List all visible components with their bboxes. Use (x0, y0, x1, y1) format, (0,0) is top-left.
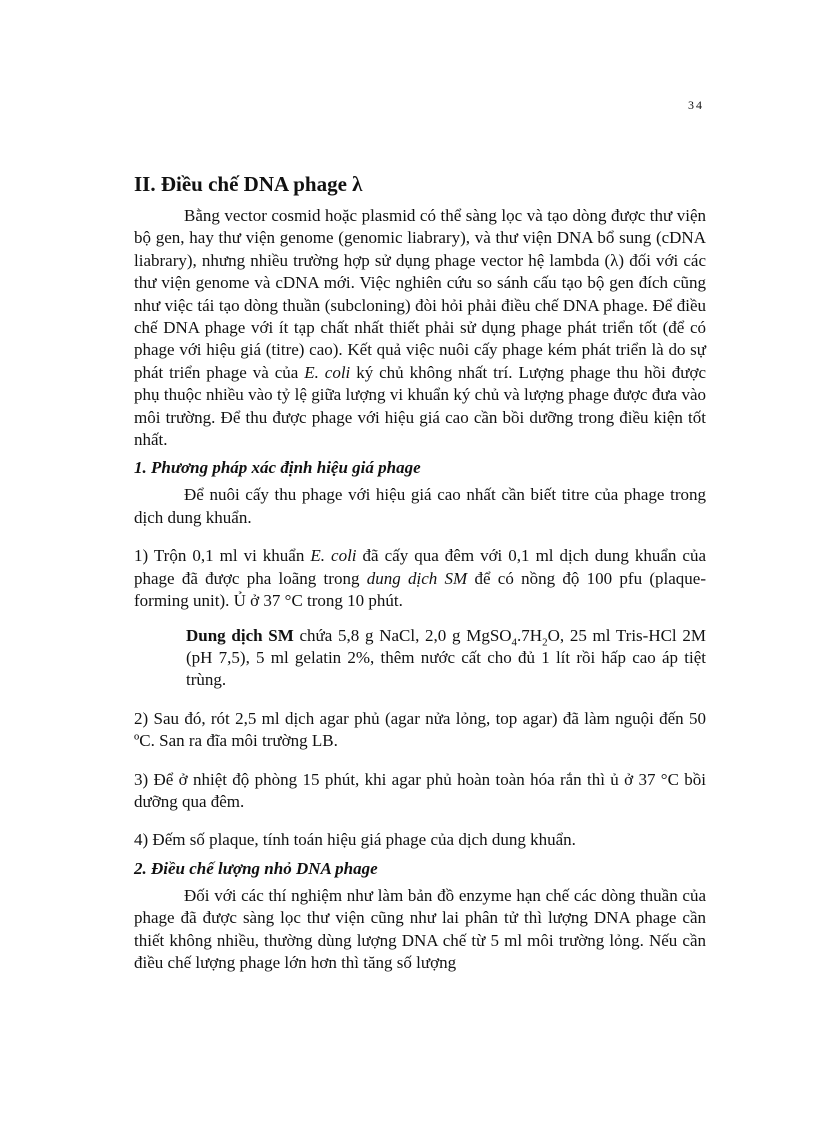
step-3: 3) Để ở nhiệt độ phòng 15 phút, khi agar phủ hoàn toàn hóa rắn thì ủ ở 37 °C bồi dưỡng qua đêm. (134, 769, 706, 811)
recipe-text-b: .7H (517, 625, 543, 645)
recipe-text-a: chứa 5,8 g NaCl, 2,0 g MgSO (293, 625, 512, 645)
step-1-text-c: để có nồng độ 100 pfu (plaque-forming unit). Ủ ở 37 °C trong 10 phút. (134, 568, 706, 611)
step-2: 2) Sau đó, rót 2,5 ml dịch agar phủ (agar nửa lỏng, top agar) đã làm nguội đến 50 ºC. San ra đĩa môi trường LB. (134, 708, 706, 751)
recipe-subscript-4: 4 (511, 635, 518, 648)
section-title: II. Điều chế DNA phage λ (134, 172, 363, 196)
subsection-1-title: 1. Phương pháp xác định hiệu giá phage (134, 458, 421, 478)
intro-text: Bằng vector cosmid hoặc plasmid có thể sàng lọc và tạo dòng được thư viện bộ gen, hay thư viện genome (genomic liabrary), và thư viện DNA bổ sung (cDNA liabrary), nhưng nhiều trường hợp sử dụng phage vector hệ lambda (λ) đối với các thư viện genome và cDNA mới. Việc nghiên cứu so sánh cấu tạo bộ gen đích cũng như việc tái tạo dòng thuần (subcloning) đòi hỏi phải điều chế DNA phage. Để điều chế DNA phage với ít tạp chất nhất thiết phải sử dụng phage phát triển tốt (để có phage với hiệu giá (titre) cao). Kết quả việc nuôi cấy phage kém phát triển là do sự phát triển phage và của (134, 206, 706, 382)
recipe-subscript-2: 2 (542, 635, 548, 648)
step-1-sm-term: dung dịch SM (366, 568, 468, 588)
subsection-2-paragraph: Đối với các thí nghiệm như làm bản đồ enzyme hạn chế các dòng thuần của phage đã được sàng lọc thư viện cũng như lai phân tử thì lượng DNA phage cần thiết không nhiều, thường dùng lượng DNA chế từ 5 ml môi trường lỏng. Nếu cần điều chế lượng phage lớn hơn thì tăng số lượng (134, 885, 706, 972)
page-number: 34 (688, 98, 704, 112)
step-1-ecoli: E. coli (310, 546, 357, 566)
step-4: 4) Đếm số plaque, tính toán hiệu giá phage của dịch dung khuẩn. (134, 830, 576, 850)
recipe-label: Dung dịch SM (186, 625, 294, 645)
page-content (134, 172, 706, 974)
subsection-2-title: 2. Điều chế lượng nhỏ DNA phage (134, 858, 378, 878)
subsection-1-intro: Để nuôi cấy thu phage với hiệu giá cao nhất cần biết titre của phage trong dịch dung khuẩn. (134, 485, 706, 527)
recipe-text-c: O, 25 ml Tris-HCl 2M (pH 7,5), 5 ml gelatin 2%, thêm nước cất cho đủ 1 lít rồi hấp cao áp tiệt trùng. (186, 625, 706, 690)
intro-paragraph (134, 205, 706, 451)
sm-recipe (134, 625, 706, 692)
step-1-text-a: 1) Trộn 0,1 ml vi khuẩn (134, 546, 311, 566)
step-1 (134, 545, 706, 612)
ecoli-term: E. coli (304, 362, 351, 382)
intro-text-end: ký chủ không nhất trí. Lượng phage thu hồi được phụ thuộc nhiều vào tỷ lệ giữa lượng vi khuẩn ký chủ và lượng phage được đưa vào môi trường. Để thu được phage với hiệu giá cao cần bồi dưỡng trong điều kiện tốt nhất. (134, 362, 706, 450)
step-1-text-b: đã cấy qua đêm với 0,1 ml dịch dung khuẩn của phage đã được pha loãng trong (134, 546, 706, 588)
